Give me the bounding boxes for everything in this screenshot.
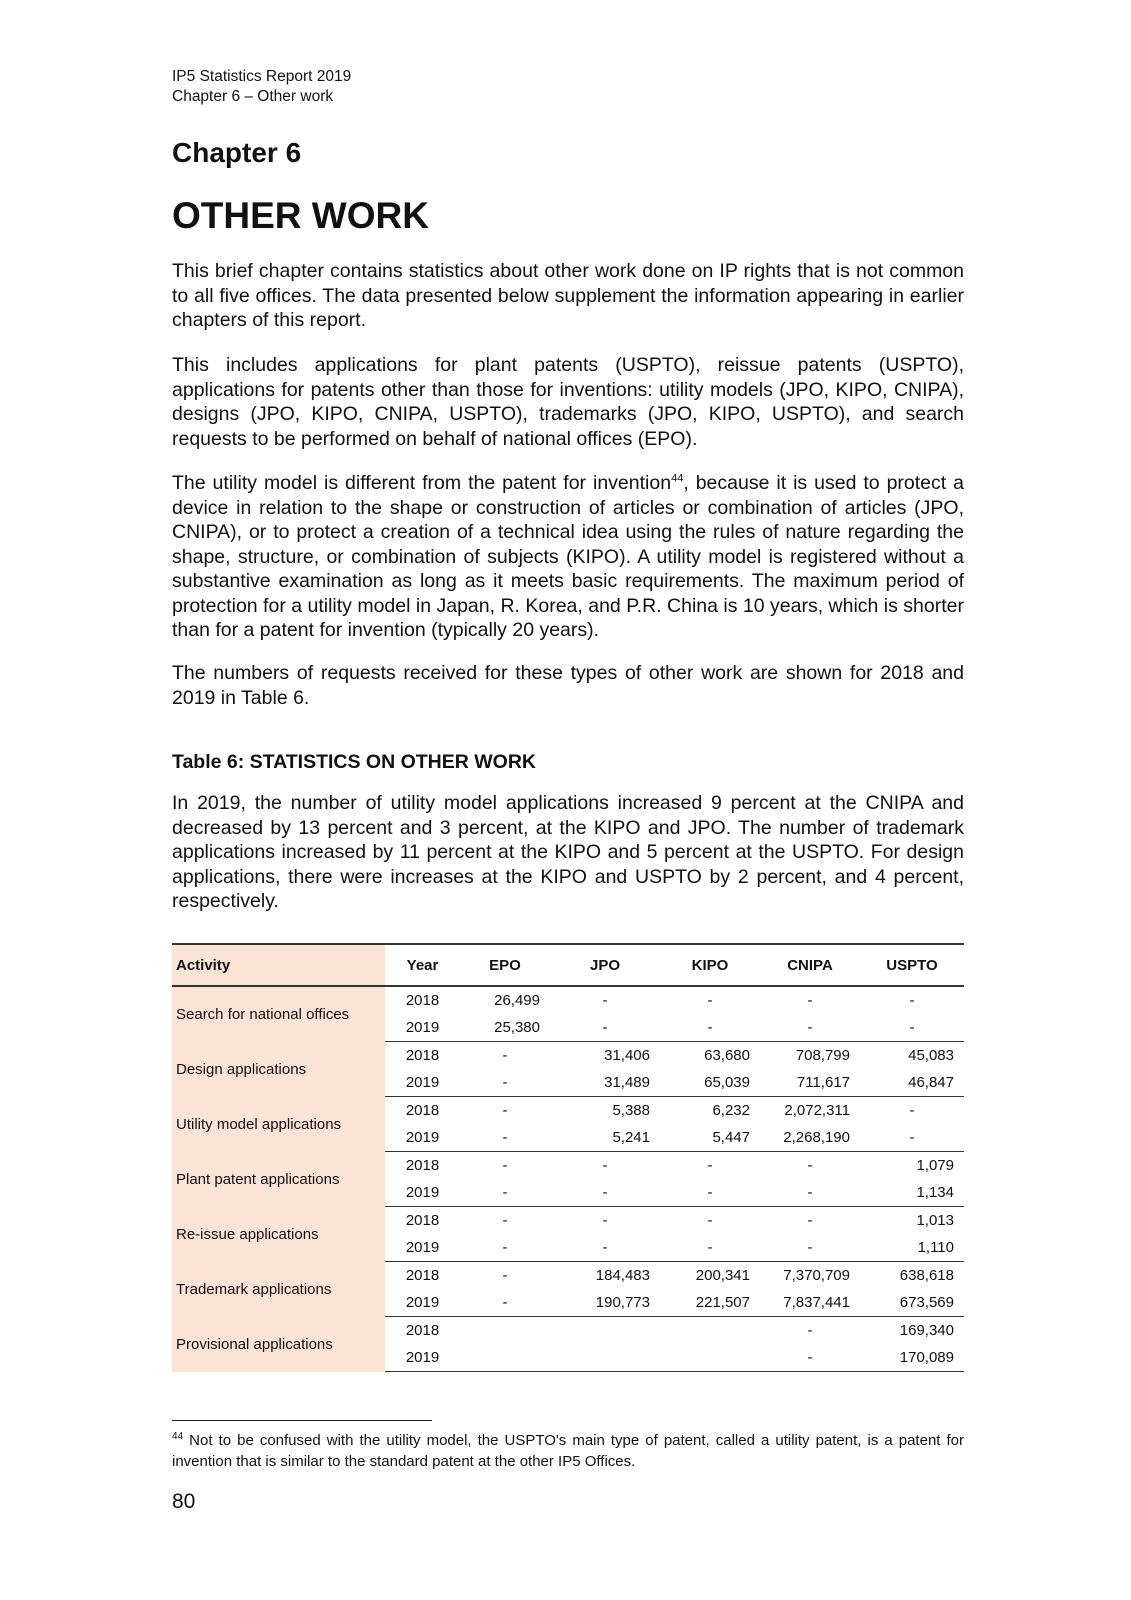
year-cell: 2018 — [405, 992, 440, 1009]
jpo-value-cell: 190,773 — [550, 1289, 660, 1317]
activity-cell: Provisional applications — [172, 1317, 385, 1372]
year-cell: 2018 — [405, 1157, 440, 1174]
epo-value-cell: - — [502, 1267, 508, 1284]
uspto-value-cell: 673,569 — [860, 1289, 964, 1317]
paragraph-text: , because it is used to protect a device in relation to the shape or construction of articles or combination of articles (JPO, CNIPA), or to protect a creation of a technical idea using the rules of nature regarding the shape, structure, or combination of subjects (KIPO). A utility model is registered without a substantive examination as long as it meets basic requirements. The maximum period of protection for a utility model in Japan, R. Korea, and P.R. China is 10 years, which is shorter than for a patent for invention (typically 20 years). — [172, 472, 965, 641]
year-cell: 2019 — [385, 1124, 460, 1152]
activity-cell: Design applications — [172, 1042, 385, 1097]
kipo-value-cell: - — [660, 1179, 760, 1207]
kipo-value-cell: - — [707, 992, 713, 1009]
column-header: Activity — [172, 944, 385, 986]
uspto-value-cell: 1,110 — [860, 1234, 964, 1262]
year-cell: 2019 — [385, 1234, 460, 1262]
epo-value-cell: 25,380 — [460, 1014, 550, 1042]
column-header: USPTO — [860, 944, 964, 986]
running-header — [172, 67, 351, 107]
cnipa-value-cell: 2,268,190 — [760, 1124, 860, 1152]
epo-value-cell: - — [460, 1234, 550, 1262]
kipo-value-cell: 200,341 — [695, 1267, 750, 1284]
epo-value-cell: - — [460, 1289, 550, 1317]
table-row — [172, 1042, 964, 1070]
cnipa-value-cell: 708,799 — [795, 1047, 850, 1064]
uspto-value-cell: 1,134 — [860, 1179, 964, 1207]
cnipa-value-cell: - — [760, 1234, 860, 1262]
footnote-number: 44 — [172, 1431, 184, 1442]
epo-value-cell: - — [460, 1124, 550, 1152]
jpo-value-cell: 31,489 — [550, 1069, 660, 1097]
year-cell: 2019 — [385, 1069, 460, 1097]
table-row — [172, 1097, 964, 1125]
activity-cell: Re-issue applications — [172, 1207, 385, 1262]
jpo-value-cell: - — [602, 1212, 608, 1229]
report-title: IP5 Statistics Report 2019 — [172, 68, 352, 85]
kipo-value-cell: - — [707, 1212, 713, 1229]
jpo-value-cell: - — [602, 1157, 608, 1174]
table-body — [172, 986, 964, 1372]
uspto-value-cell: - — [909, 992, 915, 1009]
activity-cell: Utility model applications — [172, 1097, 385, 1152]
paragraph-intro: This brief chapter contains statistics about other work done on IP rights that is not common to all five offices. The data presented below supplement the information appearing in earlier chapters of this report. — [172, 260, 964, 331]
table-row — [172, 1262, 964, 1290]
kipo-value-cell: - — [707, 1157, 713, 1174]
activity-cell: Trademark applications — [172, 1262, 385, 1317]
uspto-value-cell: 170,089 — [860, 1344, 964, 1372]
uspto-value-cell: 45,083 — [908, 1047, 954, 1064]
cnipa-value-cell: - — [760, 1014, 860, 1042]
column-header: JPO — [550, 944, 660, 986]
footnote-divider — [172, 1420, 432, 1421]
cnipa-value-cell: 7,837,441 — [760, 1289, 860, 1317]
cnipa-value-cell: - — [807, 1212, 813, 1229]
uspto-value-cell: - — [860, 1014, 964, 1042]
uspto-value-cell: 638,618 — [899, 1267, 954, 1284]
cnipa-value-cell: - — [807, 992, 813, 1009]
uspto-value-cell: 1,079 — [916, 1157, 954, 1174]
table-row — [172, 1207, 964, 1235]
jpo-value-cell — [550, 1344, 660, 1372]
jpo-value-cell: - — [550, 1234, 660, 1262]
footnote-text: Not to be confused with the utility model, the USPTO's main type of patent, called a utility patent, is a patent for invention that is similar to the standard patent at the other IP5 Offices. — [172, 1432, 964, 1470]
year-cell: 2018 — [405, 1047, 440, 1064]
uspto-value-cell: 46,847 — [860, 1069, 964, 1097]
epo-value-cell: - — [460, 1179, 550, 1207]
year-cell: 2018 — [405, 1267, 440, 1284]
paragraph-table-intro: The numbers of requests received for these types of other work are shown for 2018 and 2019 in Table 6. — [172, 662, 964, 709]
cnipa-value-cell: - — [807, 1157, 813, 1174]
paragraph-scope: This includes applications for plant patents (USPTO), reissue patents (USPTO), applications for patents other than those for inventions: utility models (JPO, KIPO, CNIPA), designs (JPO, KIPO, CNIPA, USPTO), trademarks (JPO, KIPO, USPTO), and search requests to be performed on behalf of national offices (EPO). — [172, 354, 964, 450]
kipo-value-cell — [660, 1344, 760, 1372]
cnipa-value-cell: - — [760, 1179, 860, 1207]
cnipa-value-cell: - — [760, 1344, 860, 1372]
kipo-value-cell: 5,447 — [660, 1124, 760, 1152]
kipo-value-cell: - — [660, 1014, 760, 1042]
epo-value-cell: - — [460, 1069, 550, 1097]
table-header-row — [172, 944, 964, 986]
table-heading: Table 6: STATISTICS ON OTHER WORK — [172, 751, 537, 773]
jpo-value-cell: - — [602, 992, 608, 1009]
table-row — [172, 1152, 964, 1180]
uspto-value-cell: 169,340 — [899, 1322, 954, 1339]
cnipa-value-cell: 2,072,311 — [784, 1102, 850, 1119]
chapter-number: Chapter 6 — [172, 137, 302, 168]
uspto-value-cell: - — [860, 1124, 964, 1152]
table-row — [172, 986, 964, 1014]
epo-value-cell: 26,499 — [494, 992, 540, 1009]
column-header: CNIPA — [760, 944, 860, 986]
paragraph-utility-model — [172, 471, 964, 643]
year-cell: 2018 — [405, 1102, 440, 1119]
year-cell: 2019 — [385, 1014, 460, 1042]
kipo-value-cell: 65,039 — [660, 1069, 760, 1097]
jpo-value-cell: 184,483 — [595, 1267, 650, 1284]
page-number: 80 — [172, 1490, 196, 1513]
epo-value-cell — [460, 1317, 550, 1345]
jpo-value-cell: 5,241 — [550, 1124, 660, 1152]
kipo-value-cell: 6,232 — [712, 1102, 750, 1119]
cnipa-value-cell: 711,617 — [760, 1069, 860, 1097]
year-cell: 2018 — [405, 1212, 440, 1229]
kipo-value-cell: - — [660, 1234, 760, 1262]
year-cell: 2018 — [405, 1322, 440, 1339]
kipo-value-cell: 221,507 — [660, 1289, 760, 1317]
activity-cell: Search for national offices — [172, 986, 385, 1042]
uspto-value-cell: 1,013 — [916, 1212, 954, 1229]
cnipa-value-cell: - — [807, 1322, 813, 1339]
paragraph-summary: In 2019, the number of utility model applications increased 9 percent at the CNIPA and decreased by 13 percent and 3 percent, at the KIPO and JPO. The number of trademark applications increased by 11 percent at the KIPO and 5 percent at the USPTO. For design applications, there were increases at the KIPO and USPTO by 2 percent, and 4 percent, respectively. — [172, 792, 964, 912]
statistics-table — [172, 943, 964, 1372]
jpo-value-cell: - — [550, 1179, 660, 1207]
epo-value-cell: - — [502, 1102, 508, 1119]
table-row — [172, 1317, 964, 1345]
activity-cell: Plant patent applications — [172, 1152, 385, 1207]
column-header: KIPO — [660, 944, 760, 986]
chapter-title: OTHER WORK — [172, 195, 429, 236]
column-header: EPO — [460, 944, 550, 986]
year-cell: 2019 — [385, 1179, 460, 1207]
jpo-value-cell: 31,406 — [604, 1047, 650, 1064]
year-cell: 2019 — [385, 1344, 460, 1372]
epo-value-cell: - — [502, 1212, 508, 1229]
epo-value-cell: - — [502, 1157, 508, 1174]
jpo-value-cell: 5,388 — [612, 1102, 650, 1119]
column-header: Year — [385, 944, 460, 986]
uspto-value-cell: - — [909, 1102, 915, 1119]
jpo-value-cell — [550, 1317, 660, 1345]
jpo-value-cell: - — [550, 1014, 660, 1042]
footnote — [172, 1430, 964, 1472]
year-cell: 2019 — [385, 1289, 460, 1317]
epo-value-cell: - — [502, 1047, 508, 1064]
cnipa-value-cell: 7,370,709 — [783, 1267, 850, 1284]
kipo-value-cell — [660, 1317, 760, 1345]
epo-value-cell — [460, 1344, 550, 1372]
footnote-reference[interactable]: 44 — [671, 472, 684, 485]
chapter-reference: Chapter 6 – Other work — [172, 88, 334, 105]
kipo-value-cell: 63,680 — [704, 1047, 750, 1064]
paragraph-text: The utility model is different from the patent for invention — [172, 472, 672, 494]
